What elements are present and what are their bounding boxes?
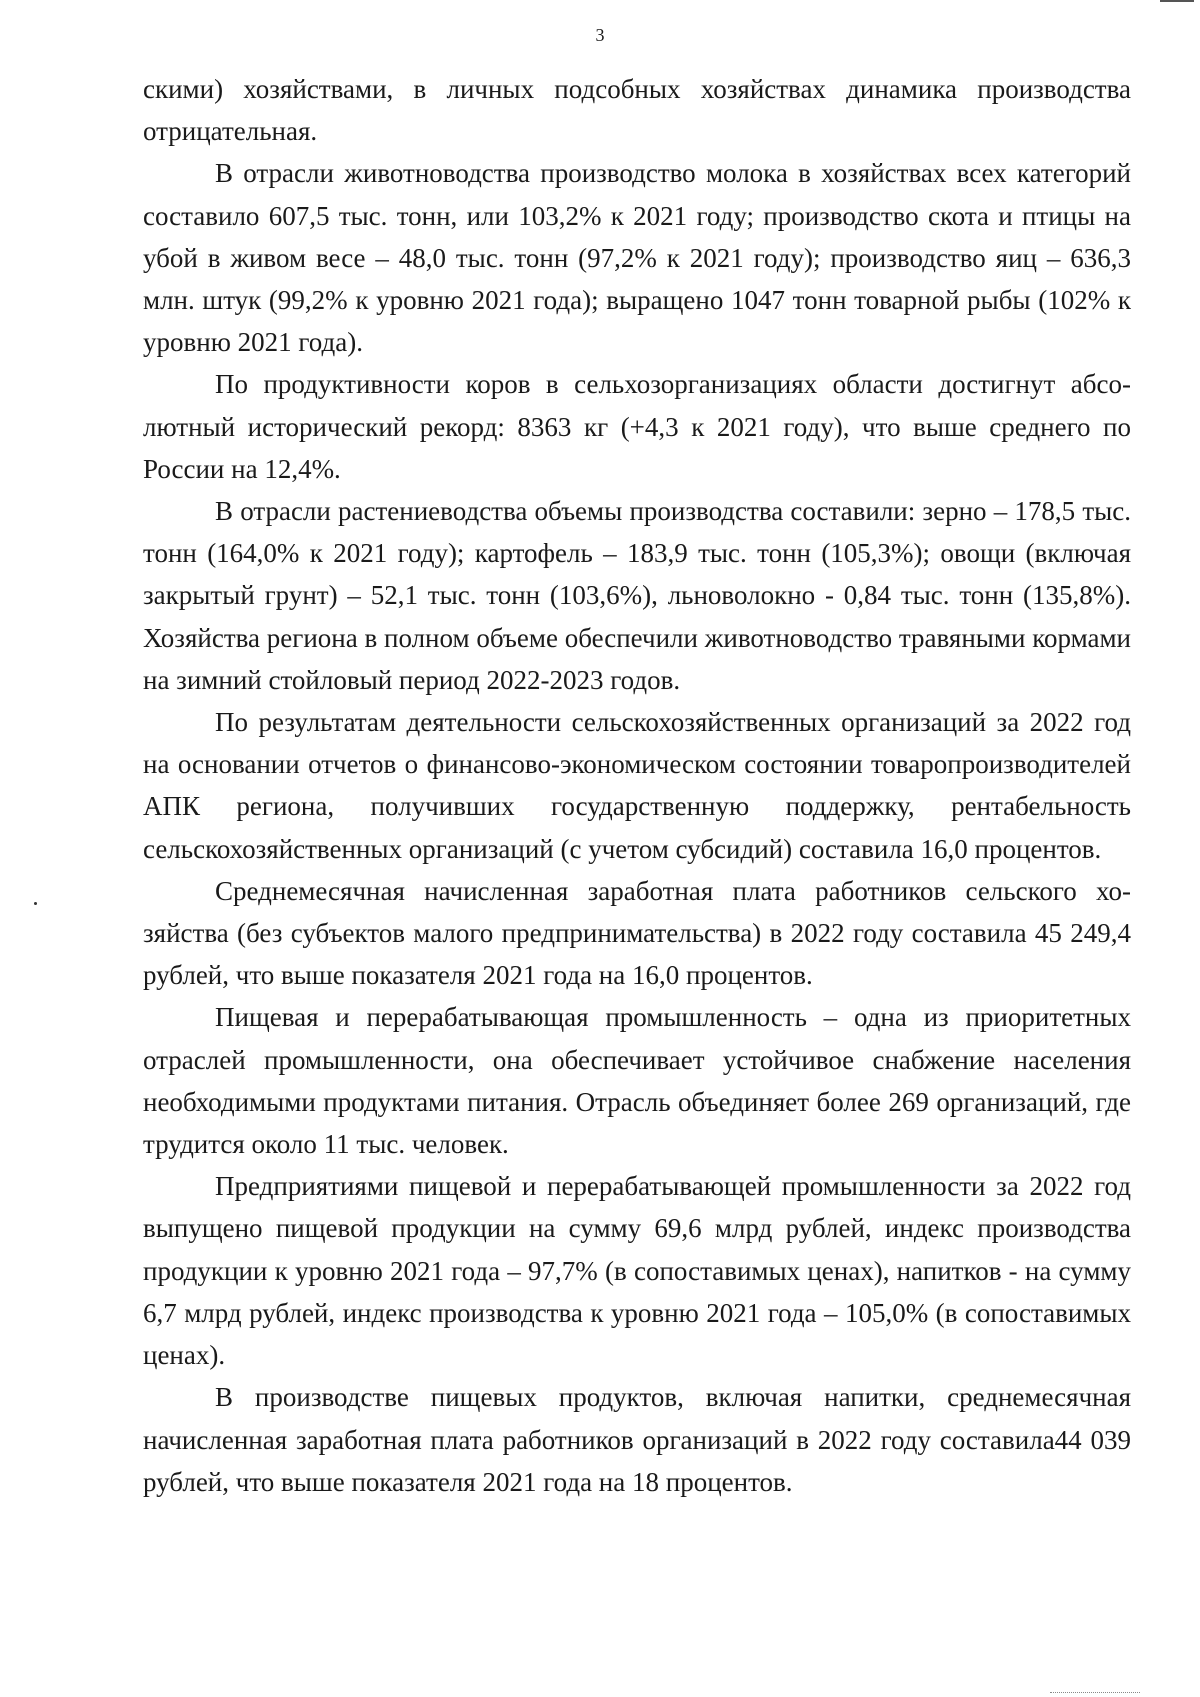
paragraph-agri-wages: Среднемесячная начисленная заработная плата работников сельского хозяйства (без субъектов малого предпринимательства) в 2022 году составила 45 249,4 рублей, что выше показателя 2021 года на 16,0 процентов.: [143, 875, 1131, 991]
paragraph-crop-production: В отрасли растениеводства объемы производства составили: зерно – 178,5 тыс. тонн (164,0% к 2021 году); картофель – 183,9 тыс. тонн (105,3%); овощи (включая закрытый грунт) – 52,1 тыс. тонн (103,6%), льноволокно - 0,84 тыс. тонн (135,8%). Хозяйства региона в полном объеме обеспечили животноводство травяными кормами на зимний стойловый период 2022-2023 годов.: [143, 496, 1131, 695]
document-body: [143, 68, 1131, 1503]
paragraph-profitability: По результатам деятельности сельскохозяйственных организаций за 2022 год на основании отчетов о финансово-экономическом состоянии товаропроизводителей АПК региона, получивших государственную поддержку, рентабельность сельскохозяйственных организаций (с учетом субсидий) составила 16,0 процентов.: [143, 707, 1131, 864]
paragraph-continuation: скими) хозяйствами, в личных подсобных хозяйствах динамика производства отрицательная.: [143, 74, 1131, 147]
paragraph-livestock: В отрасли животноводства производство молока в хозяйствах всех категорий составило 607,5 тыс. тонн, или 103,2% к 2021 году; производство скота и птицы на убой в живом весе – 48,0 тыс. тонн (97,2% к 2021 году); производство яиц – 636,3 млн. штук (99,2% к уровню 2021 года); выращено 1047 тонн товарной рыбы (102% к уровню 2021 года).: [143, 158, 1131, 358]
paragraph-food-wages: В производстве пищевых продуктов, включая напитки, среднемесячная начисленная заработная плата работников организаций в 2022 году составила44 039 рублей, что выше показателя 2021 года на 18 процентов.: [143, 1382, 1131, 1497]
scan-speck: [34, 902, 37, 905]
scan-edge-mark-top: [1160, 0, 1194, 10]
scan-edge-mark-bottom: [1050, 1689, 1140, 1693]
paragraph-cow-productivity: По продуктивности коров в сельхозорганизациях области достигнут абсолютный исторический рекорд: 8363 кг (+4,3 к 2021 году), что выше среднего по России на 12,4%.: [143, 369, 1131, 484]
page-number: 3: [595, 25, 605, 45]
paragraph-food-industry: Пищевая и перерабатывающая промышленность – одна из приоритетных отраслей промышленности, она обеспечивает устойчивое снабжение населения необходимыми продуктами питания. Отрасль объединяет более 269 организаций, где трудится около 11 тыс. человек.: [143, 1002, 1131, 1160]
paragraph-food-output: Предприятиями пищевой и перерабатывающей промышленности за 2022 год выпущено пищевой продукции на сумму 69,6 млрд рублей, индекс производства продукции к уровню 2021 года – 97,7% (в сопоставимых ценах), напитков - на сумму 6,7 млрд рублей, индекс производства к уровню 2021 года – 105,0% (в сопоставимых ценах).: [143, 1171, 1131, 1371]
